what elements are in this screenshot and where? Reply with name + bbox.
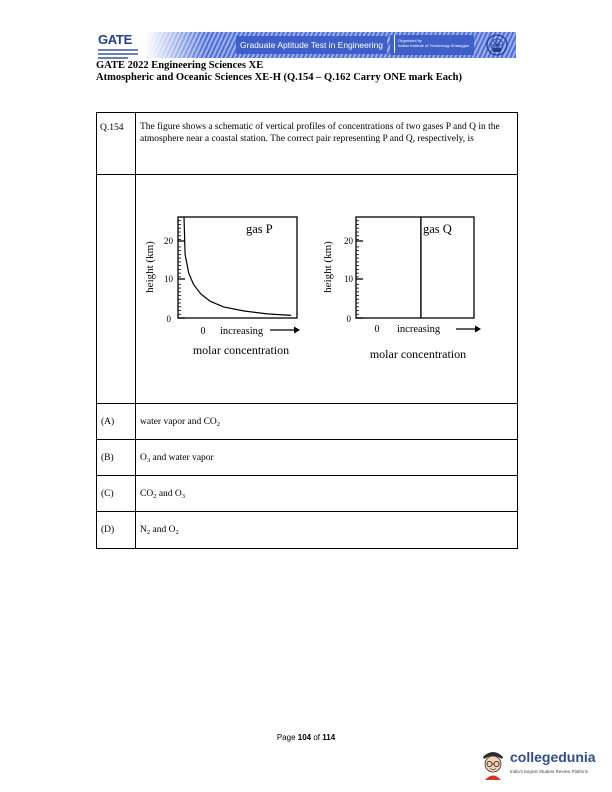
x-arrow-head-q (475, 326, 481, 333)
banner-title: Graduate Aptitude Test in Engineering (236, 36, 387, 54)
gate-banner (96, 30, 516, 60)
gate-logo (96, 32, 142, 58)
option-label-d: (D) (101, 525, 115, 535)
banner-organizer (390, 35, 474, 55)
panel-gas-q (322, 217, 481, 361)
x-arrow-head-p (294, 327, 300, 334)
question-table (96, 112, 518, 549)
y-tick-label-p-10: 10 (164, 274, 173, 284)
option-row-b (97, 440, 517, 476)
panel-title-q: gas Q (423, 222, 452, 236)
gate-logo-text: GATE (98, 32, 132, 47)
question-text: The figure shows a schematic of vertical profiles of concentrations of two gases P and Q in the atmosphere near a coastal station. The correct pair representing P and Q, respectively, is (140, 122, 500, 144)
mascot-icon (478, 747, 508, 783)
option-row-d (97, 512, 517, 548)
option-label-b: (B) (101, 453, 114, 463)
organizer-name: Indian Institute of Technology Kharagpur (398, 43, 470, 48)
x-axis-label-p: molar concentration (192, 343, 290, 357)
profile-curve-p (184, 217, 291, 315)
y-tick-label-q-0: 0 (346, 314, 351, 324)
plot-frame-q (356, 217, 474, 318)
option-text-d[interactable]: $N_2$ and $O_2$ (140, 525, 179, 536)
y-axis-label-q: height (km) (322, 241, 334, 293)
x-tick-label-p-0: 0 (200, 326, 206, 337)
y-tick-label-q-10: 10 (344, 274, 353, 284)
x-axis-label-q: molar concentration (369, 347, 467, 361)
y-axis-label-p: height (km) (144, 241, 156, 293)
y-tick-label-q-20: 20 (344, 236, 353, 246)
iit-kharagpur-emblem-icon (486, 34, 508, 56)
option-row-c (97, 476, 517, 512)
exam-title: GATE 2022 Engineering Sciences XE (96, 60, 264, 71)
y-tick-label-p-0: 0 (166, 314, 171, 324)
page-number: Page 104 of 114 (276, 733, 336, 742)
x-sublabel-q: increasing (397, 324, 441, 335)
y-tick-label-p-20: 20 (164, 236, 173, 246)
option-row-a (97, 404, 517, 440)
option-label-a: (A) (101, 417, 115, 427)
panel-gas-p (144, 217, 300, 357)
organizer-label: Organised by (398, 38, 422, 43)
page-current: 104 (297, 733, 312, 742)
collegedunia-logo[interactable] (478, 745, 608, 787)
x-sublabel-p: increasing (220, 326, 264, 337)
question-number: Q.154 (100, 123, 124, 133)
x-tick-label-q-0: 0 (374, 324, 380, 335)
option-text-c[interactable]: $CO_2$ and $O_3$ (140, 489, 186, 500)
panel-title-p: gas P (246, 222, 273, 236)
option-label-c: (C) (101, 489, 114, 499)
option-text-a[interactable]: water vapor and $CO_2$ (140, 417, 221, 428)
question-row (97, 113, 517, 175)
gate-logo-line (98, 53, 138, 55)
option-text-b[interactable]: $O_3$ and water vapor (140, 453, 214, 464)
figure-row (97, 175, 517, 404)
plot-frame-p (178, 217, 297, 318)
profile-figure (97, 175, 517, 404)
brand-name: collegedunia (510, 749, 596, 765)
gate-logo-line (98, 49, 138, 51)
page-total: 114 (322, 733, 336, 742)
brand-tagline: India's largest Student Review Platform (510, 769, 589, 774)
section-title: Atmospheric and Oceanic Sciences XE-H (Q.154 – Q.162 Carry ONE mark Each) (96, 72, 463, 83)
banner-stripes (146, 32, 516, 58)
gate-logo-line (98, 57, 128, 59)
